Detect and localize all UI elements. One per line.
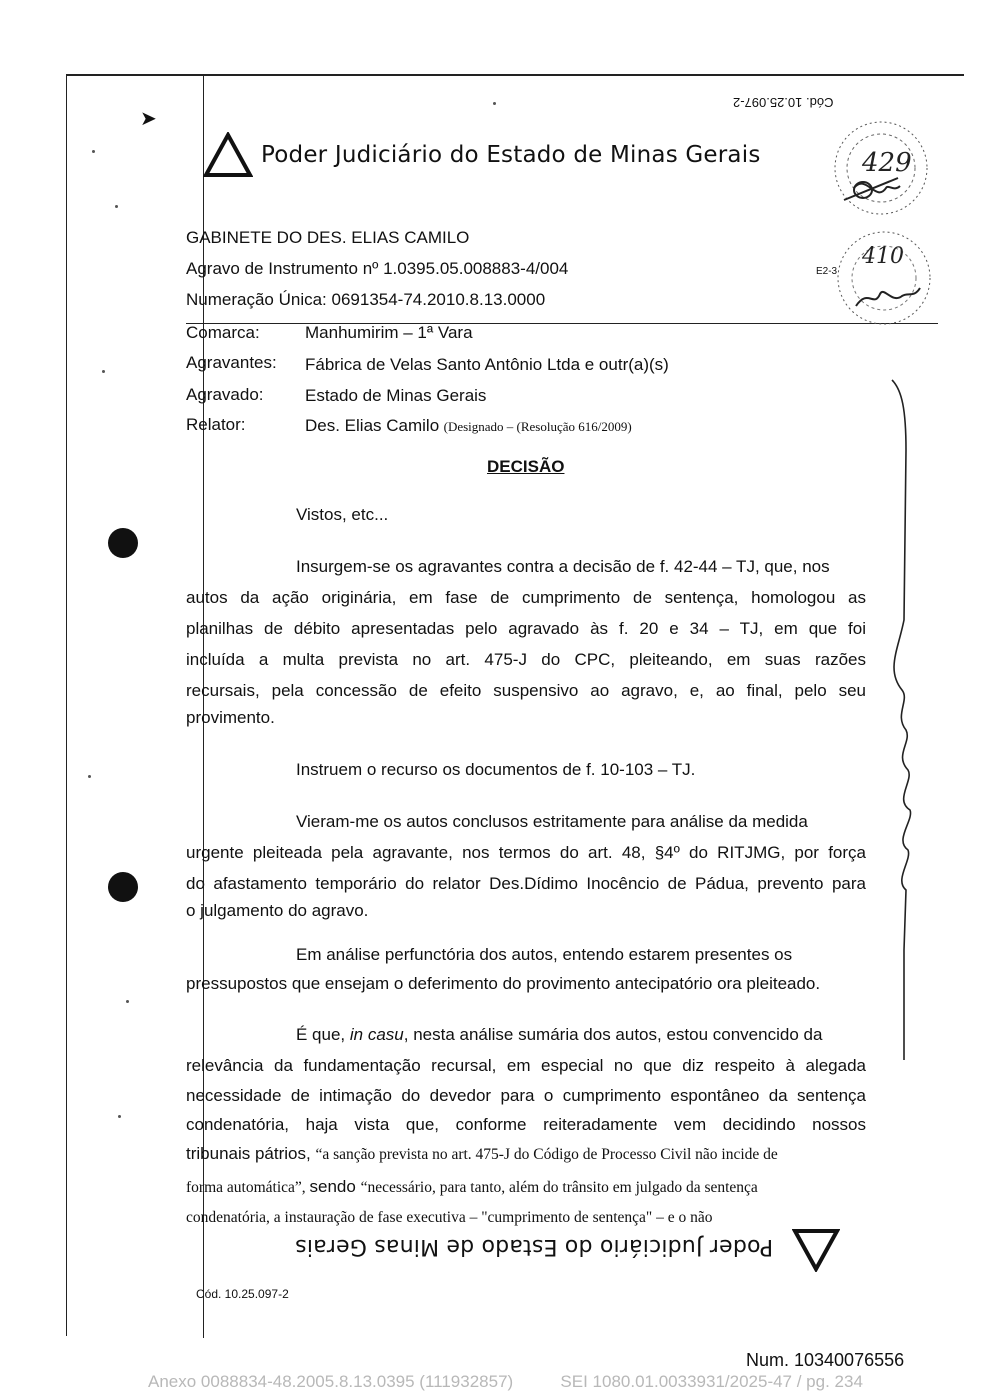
scan-speck: [102, 370, 105, 373]
scan-mark: ➤: [140, 108, 157, 130]
p3-line-1: Vieram-me os autos conclusos estritamente para análise da medida: [296, 812, 808, 831]
scan-speck: [92, 150, 95, 153]
field-label-comarca: Comarca:: [186, 323, 260, 342]
numeracao-unica: Numeração Única: 0691354-74.2010.8.13.0000: [186, 290, 546, 309]
footer-title-flipped: Poder Judiciário do Estado de Minas Gerais: [295, 1234, 774, 1259]
scan-speck: [118, 1115, 121, 1118]
decision-heading: DECISÃO: [487, 457, 565, 476]
p5-line-6: [186, 1177, 758, 1197]
p1-line-5: recursais, pela concessão de efeito suspensivo ao agravo, e, ao final, pelo seu: [186, 681, 866, 700]
agravo-number: Agravo de Instrumento nº 1.0395.05.008883-4/004: [186, 259, 569, 278]
annex-reference: Anexo 0088834-48.2005.8.13.0395 (111932857) SEI 1080.01.0033931/2025-47 / pg. 234: [148, 1372, 863, 1391]
p5-line-5-sans: tribunais pátrios,: [186, 1144, 316, 1163]
p5-line-6-b: sendo: [309, 1177, 361, 1196]
handwritten-margin-bracket: [880, 370, 920, 1070]
footer-code: Cód. 10.25.097-2: [196, 1287, 289, 1301]
stamp-second-prefix: E2-3: [816, 266, 838, 277]
stamp-second-number: 410: [862, 244, 904, 269]
field-value-relator: [305, 416, 632, 436]
p5-line-1-italic: in casu: [349, 1025, 404, 1044]
triangle-logo-icon: [203, 132, 253, 178]
p1-line-1: Insurgem-se os agravantes contra a decisão de f. 42-44 – TJ, que, nos: [296, 557, 830, 576]
vistos: Vistos, etc...: [296, 505, 389, 524]
p3-line-4: o julgamento do agravo.: [186, 901, 369, 920]
p5-line-7: condenatória, a instauração de fase executiva – "cumprimento de sentença" – e o não: [186, 1209, 713, 1226]
p5-line-6-serif: “necessário, para tanto, além do trânsito em julgado da sentença: [360, 1179, 758, 1196]
scan-speck: [493, 102, 496, 105]
field-label-relator: Relator:: [186, 415, 246, 434]
scan-speck: [115, 205, 118, 208]
top-border-line: [66, 74, 964, 76]
p2: Instruem o recurso os documentos de f. 10-103 – TJ.: [296, 760, 696, 779]
punch-hole-top: [108, 528, 138, 558]
p1-line-4: incluída a multa prevista no art. 475-J do CPC, pleiteando, em suas razões: [186, 650, 866, 669]
header-title: Poder Judiciário do Estado de Minas Gerais: [261, 142, 761, 168]
p1-line-2: autos da ação originária, em fase de cumprimento de sentença, homologou as: [186, 588, 866, 607]
p5-line-4: condenatória, haja vista que, conforme reiteradamente vem decidindo nossos: [186, 1115, 866, 1134]
field-value-agravado: Estado de Minas Gerais: [305, 386, 487, 405]
p3-line-2: urgente pleiteada pela agravante, nos termos do art. 48, §4º do RITJMG, por força: [186, 843, 866, 862]
p3-line-3: do afastamento temporário do relator Des.Dídimo Inocêncio de Pádua, prevento para: [186, 874, 866, 893]
field-label-agravado: Agravado:: [186, 385, 264, 404]
scan-speck: [88, 775, 91, 778]
field-label-agravantes: Agravantes:: [186, 353, 277, 372]
header-code-flipped: Cód. 10.25.097-2: [733, 95, 834, 110]
p5-line-1-pre: É que,: [296, 1025, 350, 1044]
gabinete: GABINETE DO DES. ELIAS CAMILO: [186, 228, 470, 247]
relator-name: Des. Elias Camilo: [305, 416, 440, 435]
p5-line-5-serif: “a sanção prevista no art. 475-J do Código de Processo Civil não incide de: [315, 1146, 778, 1163]
p4-line-2: pressupostos que ensejam o deferimento do provimento antecipatório ora pleiteado.: [186, 974, 821, 993]
punch-hole-bottom: [108, 872, 138, 902]
p5-line-6-a: forma automática”,: [186, 1179, 310, 1196]
left-margin-line: [66, 74, 67, 1336]
p5-line-5: [186, 1144, 778, 1164]
p5-line-1-post: , nesta análise sumária dos autos, estou convencido da: [403, 1025, 823, 1044]
field-value-agravantes: Fábrica de Velas Santo Antônio Ltda e outr(a)(s): [305, 355, 669, 374]
scan-speck: [126, 1000, 129, 1003]
field-value-comarca: Manhumirim – 1ª Vara: [305, 323, 473, 342]
document-number: Num. 10340076556: [746, 1350, 905, 1370]
p5-line-2: relevância da fundamentação recursal, em especial no que diz respeito à alegada: [186, 1056, 866, 1075]
p5-line-1: [296, 1025, 822, 1045]
triangle-logo-flipped-icon: [792, 1228, 840, 1272]
p4-line-1: Em análise perfunctória dos autos, entendo estarem presentes os: [296, 945, 793, 964]
p5-line-3: necessidade de intimação do devedor para o cumprimento espontâneo da sentença: [186, 1086, 866, 1105]
second-stamp: [818, 228, 940, 328]
stamp-page-number: 429: [862, 148, 912, 178]
p1-line-6: provimento.: [186, 708, 275, 727]
p1-line-3: planilhas de débito apresentadas pelo agravado às f. 20 e 34 – TJ, em que foi: [186, 619, 866, 638]
relator-designation: (Designado – (Resolução 616/2009): [443, 419, 632, 434]
